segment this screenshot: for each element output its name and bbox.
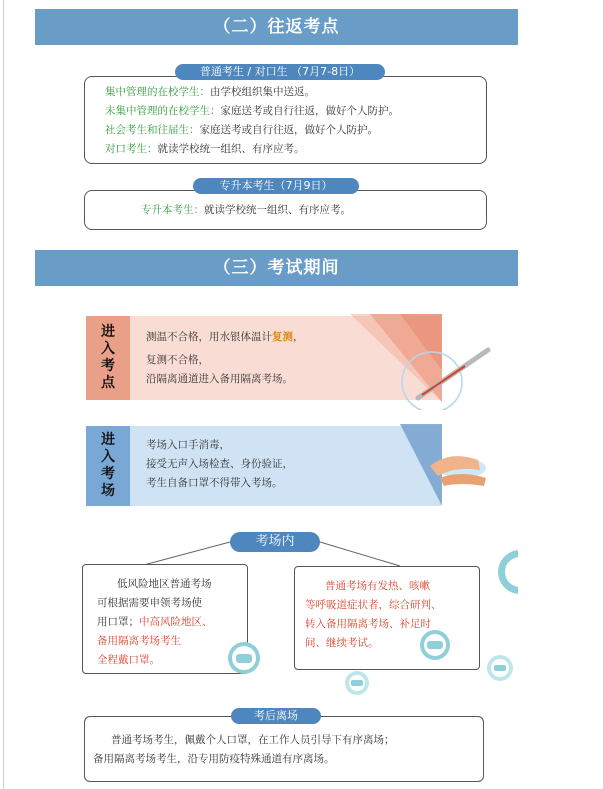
right-l3: 转入备用隔离考场、补足时 bbox=[305, 618, 431, 630]
inside-exam-room-pill: 考场内 bbox=[230, 532, 320, 552]
section-title-kaoshi: （三）考试期间 bbox=[35, 250, 518, 286]
pill-zsb: 专升本考生（7月9日） bbox=[193, 178, 359, 194]
card2-line1: 考场入口手消毒， bbox=[146, 439, 230, 451]
mask-icon bbox=[496, 550, 518, 594]
row-label: 未集中管理的在校学生： bbox=[105, 105, 221, 117]
right-l4: 间、继续考试。 bbox=[305, 637, 379, 649]
mask-icon bbox=[226, 640, 262, 676]
mask-icon bbox=[344, 670, 370, 696]
zsb-text: 就读学校统一组织、有序应考。 bbox=[204, 204, 351, 216]
right-l1: 普通考场有发热、咳嗽 bbox=[325, 580, 430, 592]
left-l5: 全程戴口罩。 bbox=[97, 654, 160, 666]
left-l1: 低风险地区普通考场 bbox=[117, 578, 212, 590]
after-l2: 备用隔离考场考生，沿专用防疫特殊通道有序离场。 bbox=[93, 753, 335, 765]
after-l1: 普通考场考生，佩戴个人口罩，在工作人员引导下有序离场； bbox=[111, 734, 395, 746]
row-label: 集中管理的在校学生： bbox=[105, 86, 210, 98]
card2-line2: 接受无声入场检查、身份验证， bbox=[146, 458, 293, 470]
section-title-wangfan: （二）往返考点 bbox=[35, 9, 518, 45]
zsb-label: 专升本考生： bbox=[141, 204, 204, 216]
row-text: 家庭送考或自行往返，做好个人防护。 bbox=[199, 124, 378, 136]
right-l2: 等呼吸道症状者，综合研判、 bbox=[305, 599, 442, 611]
card1-line1: 测温不合格，用水银体温计 bbox=[146, 331, 272, 343]
side-char: 点 bbox=[101, 375, 115, 391]
card1-line3: 沿隔离通道进入备用隔离考场。 bbox=[146, 373, 293, 385]
side-char: 进 bbox=[101, 432, 115, 448]
after-exam-pill: 考后离场 bbox=[231, 708, 321, 724]
row-label: 对口考生： bbox=[105, 143, 158, 155]
side-char: 考 bbox=[101, 358, 115, 374]
left-l3a: 用口罩； bbox=[97, 616, 139, 628]
mask-left-box bbox=[82, 564, 248, 674]
pill-normal-candidates: 普通考生 / 对口生 （7月7-8日） bbox=[175, 64, 385, 80]
row-label: 社会考生和往届生： bbox=[105, 124, 200, 136]
after-exam-box bbox=[84, 716, 484, 782]
side-char: 入 bbox=[101, 341, 115, 357]
side-char: 入 bbox=[101, 449, 115, 465]
left-l2: 可根据需要申领考场使 bbox=[97, 597, 202, 609]
side-char: 考 bbox=[101, 466, 115, 482]
row-text: 由学校组织集中送返。 bbox=[210, 86, 315, 98]
mask-icon bbox=[486, 654, 514, 682]
card1-comma: ， bbox=[293, 331, 304, 343]
mask-icon bbox=[418, 628, 452, 662]
after-text bbox=[93, 731, 395, 769]
left-l3b: 中高风险地区、 bbox=[139, 616, 213, 628]
card1-highlight: 复测 bbox=[272, 331, 293, 343]
card2-line3: 考生自备口罩不得带入考场。 bbox=[146, 477, 283, 489]
left-l4: 备用隔离考场考生 bbox=[97, 635, 181, 647]
row-text: 家庭送考或自行往返，做好个人防护。 bbox=[220, 105, 399, 117]
left-box-text bbox=[97, 575, 213, 670]
side-char: 场 bbox=[101, 483, 115, 499]
fever-right-box bbox=[294, 566, 480, 670]
side-char: 进 bbox=[101, 324, 115, 340]
row-text: 就读学校统一组织、有序应考。 bbox=[157, 143, 305, 155]
card1-line2: 复测不合格， bbox=[146, 354, 209, 366]
